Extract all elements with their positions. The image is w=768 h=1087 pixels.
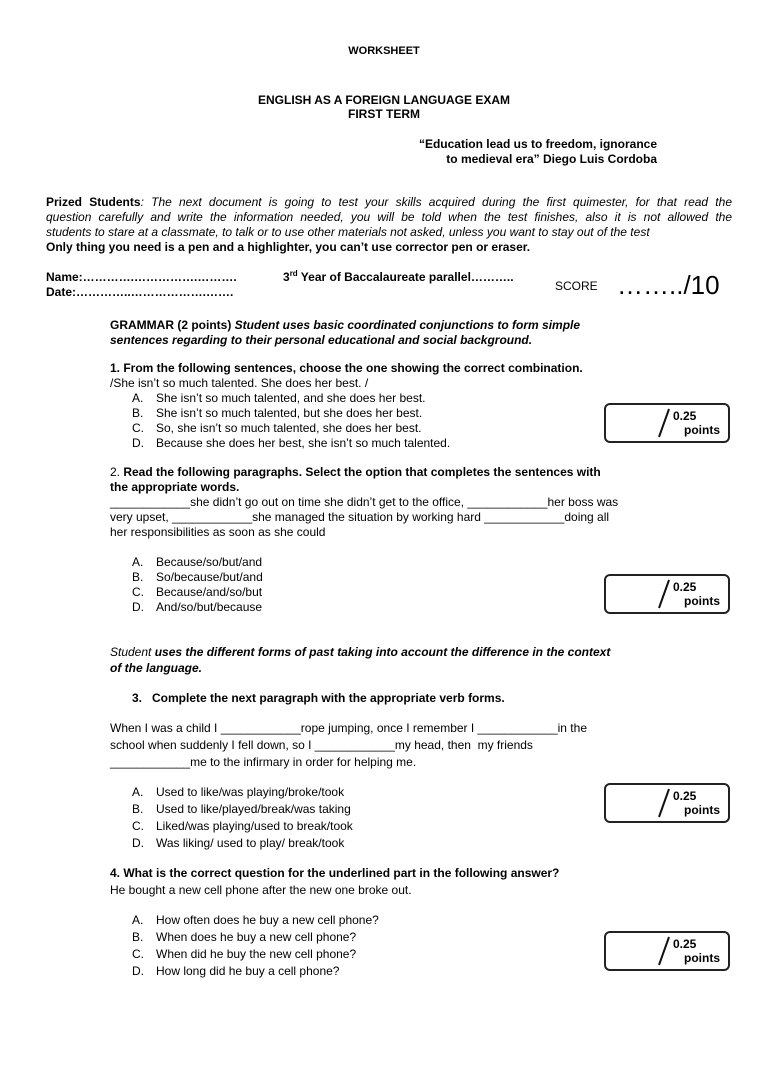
q4-answer: He bought a new cell phone after the new one broke out.	[110, 883, 412, 897]
q1-option-d[interactable]	[132, 436, 450, 451]
q2-title-text: Read the following paragraphs. Select the option that completes the sentences with	[123, 465, 601, 479]
q2-option-a[interactable]	[132, 555, 262, 570]
intro-label: Prized Students	[46, 195, 141, 209]
q1-option-c[interactable]	[132, 421, 422, 436]
q1-option-a[interactable]	[132, 391, 426, 406]
q4-title: 4. What is the correct question for the underlined part in the following answer?	[110, 866, 560, 880]
score-label: SCORE	[555, 279, 598, 293]
grammar-heading	[110, 318, 580, 333]
option-text: And/so/but/because	[156, 600, 263, 614]
q3-option-d[interactable]	[132, 836, 344, 851]
q1-points-box	[604, 403, 730, 443]
exam-title: ENGLISH AS A FOREIGN LANGUAGE EXAM	[257, 93, 510, 107]
option-letter: D.	[132, 436, 144, 450]
q3-option-c[interactable]	[132, 819, 353, 834]
option-text: Because/so/but/and	[156, 555, 263, 569]
option-text: Used to like/played/break/was taking	[156, 802, 351, 816]
q2-title-line-2: the appropriate words.	[110, 480, 240, 494]
intro-line-1	[46, 195, 732, 210]
q4-points-box	[604, 931, 730, 971]
intro-line-4: Only thing you need is a pen and a highlighter, you can’t use corrector pen or eraser.	[46, 240, 531, 254]
worksheet-title: WORKSHEET	[348, 45, 420, 57]
q3-option-a[interactable]	[132, 785, 344, 800]
year-text: Year of Baccalaureate parallel………..	[297, 270, 514, 284]
points-unit: points	[684, 594, 720, 608]
q2-paragraph-line-3: her responsibilities as soon as she could	[110, 525, 326, 539]
q2-number: 2.	[110, 465, 124, 479]
q1-option-b[interactable]	[132, 406, 422, 421]
points-value: 0.25	[673, 409, 697, 423]
q3-paragraph-line-3: ____________me to the infirmary in order for helping me.	[110, 755, 417, 769]
q3-title: 3. Complete the next paragraph with the appropriate verb forms.	[132, 691, 505, 705]
option-letter: A.	[132, 391, 144, 405]
option-letter: A.	[132, 913, 144, 927]
grammar-heading-line-2: sentences regarding to their personal educational and social background.	[110, 333, 533, 347]
option-text: How long did he buy a cell phone?	[156, 964, 340, 978]
q2-option-b[interactable]	[132, 570, 263, 585]
score-value: ……../10	[617, 270, 720, 300]
q2-points-box	[604, 574, 730, 614]
q1-title: 1. From the following sentences, choose the one showing the correct combination.	[110, 361, 583, 375]
q2-paragraph-line-2: very upset, ____________she managed the situation by working hard ____________doing all	[110, 510, 610, 524]
option-letter: A.	[132, 555, 144, 569]
option-letter: D.	[132, 600, 144, 614]
past-section-italic: Student	[110, 645, 152, 659]
year-suffix: rd	[289, 269, 298, 278]
q3-paragraph-line-1: When I was a child I ____________rope jumping, once I remember I ____________in the	[110, 721, 587, 735]
quote-line-2: to medieval era” Diego Luis Cordoba	[446, 152, 657, 166]
option-text: When did he buy the new cell phone?	[156, 947, 357, 961]
grammar-heading-label: GRAMMAR (2 points)	[110, 318, 235, 332]
q2-title-line-1	[110, 465, 601, 480]
intro-line-1-text: : The next document is going to test your skills acquired during the first quimester, for that read the	[140, 195, 732, 209]
intro-line-2: question carefully and write the information needed, you will be told when the test finishes, also it is not allowed the	[46, 210, 732, 224]
year-number: 3	[283, 270, 290, 284]
q1-prompt: /She isn’t so much talented. She does her best. /	[110, 376, 369, 390]
option-text: Liked/was playing/used to break/took	[156, 819, 353, 833]
points-unit: points	[684, 803, 720, 817]
q3-points-box	[604, 783, 730, 823]
year-field[interactable]	[283, 270, 514, 285]
option-letter: D.	[132, 964, 144, 978]
q2-paragraph-line-1: ____________she didn’t go out on time she didn’t get to the office, ____________her boss was	[110, 495, 619, 509]
option-text: When does he buy a new cell phone?	[156, 930, 357, 944]
q4-option-a[interactable]	[132, 913, 379, 928]
q3-paragraph-line-2: school when suddenly I fell down, so I ____________my head, then my friends	[110, 738, 533, 752]
points-value: 0.25	[673, 789, 697, 803]
points-unit: points	[684, 951, 720, 965]
option-text: How often does he buy a new cell phone?	[156, 913, 379, 927]
option-text: So, she isn’t so much talented, she does her best.	[156, 421, 422, 435]
option-letter: C.	[132, 819, 144, 833]
q2-option-c[interactable]	[132, 585, 262, 600]
option-letter: C.	[132, 947, 144, 961]
q4-option-d[interactable]	[132, 964, 339, 979]
term-title: FIRST TERM	[348, 107, 420, 121]
points-unit: points	[684, 423, 720, 437]
option-text: She isn’t so much talented, and she does her best.	[156, 391, 426, 405]
option-text: Because/and/so/but	[156, 585, 263, 599]
option-letter: A.	[132, 785, 144, 799]
option-letter: C.	[132, 585, 144, 599]
intro-line-3: students to stare at a classmate, to talk or to use other materials not asked, unless you want to stay out of the test	[46, 225, 650, 239]
q2-option-d[interactable]	[132, 600, 262, 615]
past-section-text: uses the different forms of past taking into account the difference in the context	[151, 645, 611, 659]
option-text: She isn’t so much talented, but she does her best.	[156, 406, 423, 420]
option-text: Was liking/ used to play/ break/took	[156, 836, 345, 850]
option-text: Because she does her best, she isn’t so much talented.	[156, 436, 451, 450]
points-value: 0.25	[673, 937, 697, 951]
q4-option-b[interactable]	[132, 930, 356, 945]
q3-option-b[interactable]	[132, 802, 351, 817]
past-section-line-1	[110, 645, 610, 660]
option-letter: D.	[132, 836, 144, 850]
q4-option-c[interactable]	[132, 947, 356, 962]
option-letter: B.	[132, 570, 144, 584]
past-section-line-2: of the language.	[110, 661, 203, 675]
option-text: So/because/but/and	[156, 570, 263, 584]
option-letter: B.	[132, 930, 144, 944]
option-letter: B.	[132, 802, 144, 816]
grammar-heading-desc: Student uses basic coordinated conjunctions to form simple	[234, 318, 581, 332]
quote-line-1: “Education lead us to freedom, ignorance	[418, 137, 657, 151]
date-field[interactable]: Date:…………..……………….…….	[46, 285, 234, 299]
option-text: Used to like/was playing/broke/took	[156, 785, 345, 799]
option-letter: B.	[132, 406, 144, 420]
name-field[interactable]: Name:………….…………….……….	[46, 270, 237, 284]
points-value: 0.25	[673, 580, 697, 594]
option-letter: C.	[132, 421, 144, 435]
